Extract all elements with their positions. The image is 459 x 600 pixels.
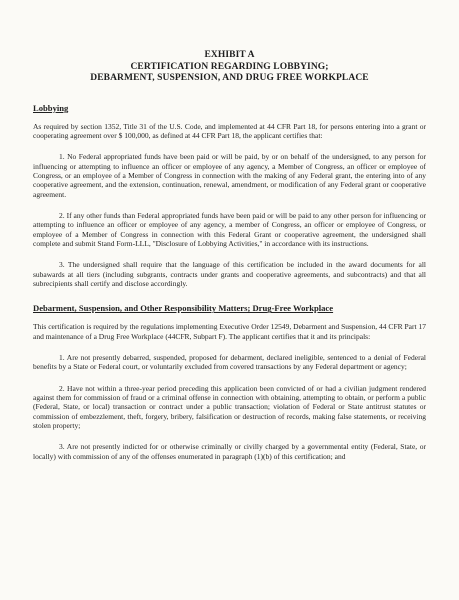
lobbying-item-3: 3. The undersigned shall require that the language of this certification be included in the award documents for all subawards at all tiers (including subgrants, contracts under grants and cooperative agreements, and subcontracts) and that all subrecipients shall certify and disclose accordingly. bbox=[33, 260, 426, 288]
document-header bbox=[33, 50, 426, 85]
certification-title: CERTIFICATION REGARDING LOBBYING; bbox=[130, 61, 329, 72]
lobbying-intro: As required by section 1352, Title 31 of the U.S. Code, and implemented at 44 CFR Part 18, for persons entering into a grant or cooperating agreement over $ 100,000, as defined at 44 CFR Part 18, the applicant certifies that: bbox=[33, 121, 426, 140]
debarment-item-1: 1. Are not presently debarred, suspended, proposed for debarment, declared ineligible, sentenced to a denial of Federal benefits by a State or Federal court, or voluntarily excluded from covered transactions by any Federal department or agency; bbox=[33, 353, 426, 372]
debarment-heading: Debarment, Suspension, and Other Responsibility Matters; Drug-Free Workplace bbox=[33, 303, 334, 314]
lobbying-heading: Lobbying bbox=[33, 102, 69, 113]
debarment-item-3: 3. Are not presently indicted for or otherwise criminally or civilly charged by a governmental entity (Federal, State, or locally) with commission of any of the offenses enumerated in paragraph (1)(b) of this certification; and bbox=[33, 442, 426, 461]
lobbying-item-1: 1. No Federal appropriated funds have been paid or will be paid, by or on behalf of the undersigned, to any person for influencing or attempting to influence an officer or employee of any agency, a Member of Congress, an officer or employee of Congress, or an employee of a Member of Congress in connection with the making of any Federal grant, the entering into of any cooperative agreement, and the extension, continuation, renewal, amendment, or modification of any Federal grant or cooperative agreement. bbox=[33, 152, 426, 199]
debarment-section bbox=[33, 303, 426, 461]
certification-subtitle: DEBARMENT, SUSPENSION, AND DRUG FREE WORKPLACE bbox=[90, 73, 369, 83]
lobbying-item-2: 2. If any other funds than Federal appropriated funds have been paid or will be paid to any other person for influencing or attempting to influence an officer or employee of any agency, a member of Congress, an officer or employee of Congress, or employee of a Member of Congress in connection with this Federal Grant or cooperative agreement, the undersigned shall complete and submit Stand Form-LLL, "Disclosure of Lobbying Activities," in accordance with its instructions. bbox=[33, 210, 426, 248]
lobbying-section bbox=[33, 103, 426, 289]
debarment-intro: This certification is required by the regulations implementing Executive Order 12549, Debarment and Suspension, 44 CFR Part 17 and maintenance of a Drug Free Workplace (44CFR, Subpart F). The applicant certifies that it and its principals: bbox=[33, 322, 426, 341]
exhibit-title: EXHIBIT A bbox=[204, 50, 255, 60]
debarment-item-2: 2. Have not within a three-year period preceding this application been convicted of or had a civilian judgment rendered against them for commission of fraud or a criminal offense in connection with obtaining, attempting to obtain, or perform a public (Federal, State, or local) transaction or contract under a public transaction; violation of Federal or State antitrust statutes or commission of embezzlement, theft, forgery, bribery, falsification or destruction of records, making false statements, or receiving stolen property; bbox=[33, 383, 426, 431]
